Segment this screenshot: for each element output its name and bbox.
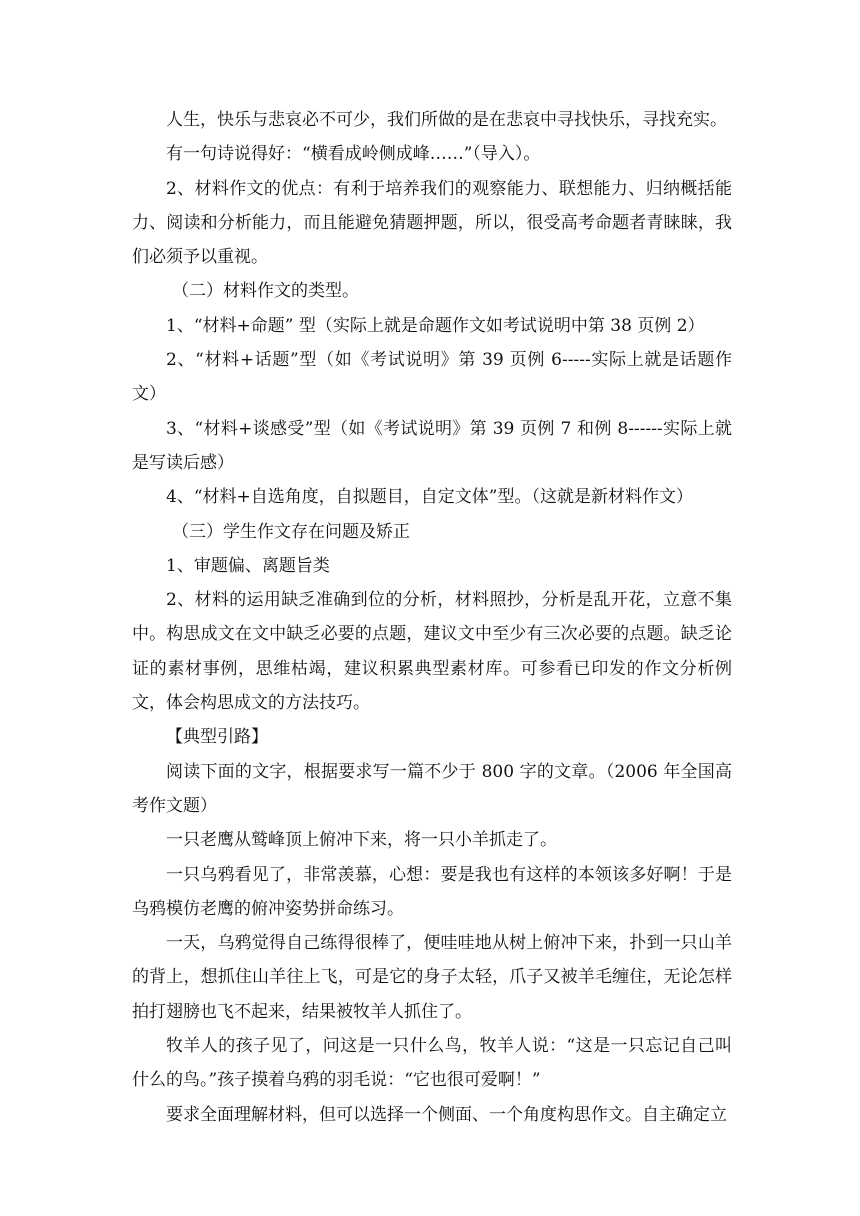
- paragraph-3: 2、材料作文的优点：有利于培养我们的观察能力、联想能力、归纳概括能力、阅读和分析能力，而且能避免猜题押题，所以，很受高考命题者青睐睐，我们必须予以重视。: [132, 178, 732, 268]
- paragraph-16: 一天，乌鸦觉得自己练得很棒了，便哇哇地从树上俯冲下来，扑到一只山羊的背上，想抓住山羊往上飞，可是它的身子太轻，爪子又被羊毛缠住，无论怎样拍打翅膀也飞不起来，结果被牧羊人抓住了。: [132, 933, 732, 1022]
- paragraph-14: 一只老鹰从鹫峰顶上俯冲下来，将一只小羊抓走了。: [166, 830, 557, 851]
- paragraph-7: 3、“材料+谈感受”型（如《考试说明》第 39 页例 7 和例 8------实际上就是写读后感）: [132, 418, 732, 473]
- paragraph-17: 牧羊人的孩子见了，问这是一只什么鸟，牧羊人说：“这是一只忘记自己叫什么的鸟。”孩子摸着乌鸦的羽毛说：“它也很可爱啊！”: [132, 1036, 732, 1091]
- section-heading-2: （二）材料作文的类型。: [172, 281, 359, 302]
- section-heading-3: （三）学生作文存在问题及矫正: [172, 521, 410, 542]
- paragraph-8: 4、“材料+自选角度，自拟题目，自定文体”型。（这就是新材料作文）: [166, 487, 693, 508]
- paragraph-1: 人生，快乐与悲哀必不可少，我们所做的是在悲哀中寻找快乐，寻找充实。: [166, 110, 727, 130]
- paragraph-6: 2、“材料+话题”型（如《考试说明》第 39 页例 6-----实际上就是话题作文）: [132, 350, 732, 405]
- paragraph-15: 一只乌鸦看见了，非常羡慕，心想：要是我也有这样的本领该多好啊！于是乌鸦模仿老鹰的俯冲姿势拼命练习。: [132, 864, 732, 919]
- paragraph-11: 2、材料的运用缺乏准确到位的分析，材料照抄，分析是乱开花，立意不集中。构思成文在文中缺乏必要的点题，建议文中至少有三次必要的点题。缺乏论证的素材事例，思维枯竭，建议积累典型素材库。可参看已印发的作文分析例文，体会构思成文的方法技巧。: [132, 590, 732, 714]
- document-body: [132, 103, 732, 1132]
- paragraph-12: 【典型引路】: [166, 727, 268, 748]
- paragraph-2: 有一句诗说得好：“横看成岭侧成峰……”（导入）。: [166, 144, 541, 165]
- paragraph-5: 1、“材料+命题” 型（实际上就是命题作文如考试说明中第 38 页例 2）: [166, 315, 705, 336]
- paragraph-10: 1、审题偏、离题旨类: [166, 555, 330, 576]
- paragraph-18: 要求全面理解材料，但可以选择一个侧面、一个角度构思作文。自主确定立: [166, 1104, 727, 1125]
- paragraph-13: 阅读下面的文字，根据要求写一篇不少于 800 字的文章。（2006 年全国高考作文题）: [132, 761, 732, 816]
